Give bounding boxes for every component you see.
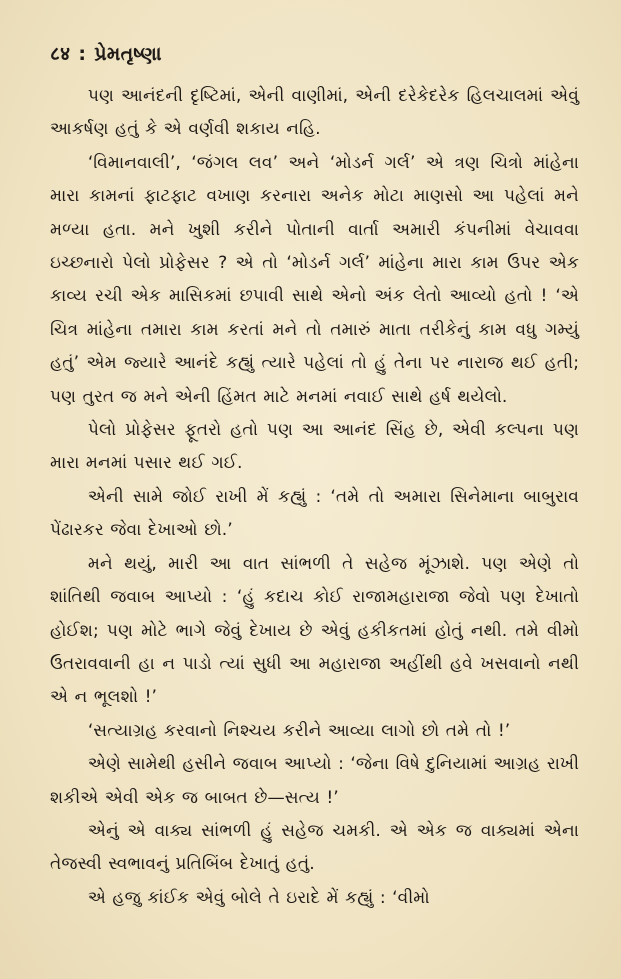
- paragraph: એ હજુ કાંઈક એવું બોલે તે ઇરાદે મેં કહ્યું : ‘વીમો: [87, 887, 430, 908]
- page-number: ८४: [50, 43, 71, 65]
- paragraph: એની સામે જોઈ રાખી મેં કહ્યું : ‘તમે તો અમારા સિનેમાના બાબુરાવ પેંઢારકર જેવા દેખાઓ છો.’: [50, 486, 579, 541]
- paragraph: એણે સામેથી હસીને જવાબ આપ્યો : ‘જેના વિષે દુનિયામાં આગ્રહ રાખી શકીએ એવી એક જ બાબત છે—સત્ય !’: [50, 754, 579, 808]
- paragraph: મને થયું, મારી આ વાત સાંભળી તે સહેજ મૂંઝાશે. પણ એણે તો શાંતિથી જવાબ આપ્યો : ‘હું કદાચ કોઈ રાજામહારાજા જેવો પણ દેખાતો હોઈશ; પણ મોટે ભાગે જેવું દેખાય છે એવું હકીકતમાં હોતું નથી. તમે વીમો ઉતરાવવાની હા ન પાડો ત્યાં સુધી આ મહારાજા અહીંથી હવે ખસવાનો નથી એ ન ભૂલશો !’: [50, 553, 579, 708]
- paragraph: પેલો પ્રોફેસર ફૂતરો હતો પણ આ આનંદ સિંહ છે, એવી કલ્પના પણ મારા મનમાં પસાર થઈ ગઈ.: [50, 420, 579, 474]
- page-header: [50, 40, 579, 66]
- paragraph: ‘વિમાનવાલી’, ‘જંગલ લવ’ અને ‘મોડર્ન ગર્લ’ એ ત્રણ ચિત્રો માંહેના મારા કામનાં ફાટફાટ વખાણ કરનારા અનેક મોટા માણસો આ પહેલાં મને મળ્યા હતા. મને ખુશી કરીને પોતાની વાર્તા અમારી કંપનીમાં વેચાવવા ઇચ્છનારો પેલો પ્રોફેસર ? એ તો ‘મોડર્ન ગર્લ’ માંહેના મારા કામ ઉપર એક કાવ્ય રચી એક માસિકમાં છપાવી સાથે એનો અંક લેતો આવ્યો હતો ! ‘એ ચિત્ર માંહેના તમારા કામ કરતાં મને તો તમારું માતા તરીકેનું કામ વધુ ગમ્યું હતું’ એમ જ્યારે આનંદે કહ્યું ત્યારે પહેલાં તો હું તેના પર નારાજ થઈ હતી; પણ તુરત જ મને એની હિંમત માટે મનમાં નવાઈ સાથે હર્ષ થયેલો.: [50, 152, 579, 407]
- paragraph: એનું એ વાક્ય સાંભળી હું સહેજ ચમકી. એ એક જ વાક્યમાં એના તેજસ્વી સ્વભાવનું પ્રતિબિંબ દેખાતું હતું.: [50, 820, 579, 875]
- header-separator: :: [78, 43, 87, 65]
- paragraph: ‘સત્યાગ્રહ કરવાનો નિશ્ચય કરીને આવ્યા લાગો છો તમે તો !’: [87, 720, 511, 741]
- page-body: [50, 80, 579, 915]
- paragraph: પણ આનંદની દૃષ્ટિમાં, એની વાણીમાં, એની દરેકેદરેક હિલચાલમાં એવું આકર્ષણ હતું કે એ વર્ણવી શકાય નહિ.: [50, 86, 579, 140]
- running-title: પ્રેમતૃષ્ણા: [94, 43, 162, 65]
